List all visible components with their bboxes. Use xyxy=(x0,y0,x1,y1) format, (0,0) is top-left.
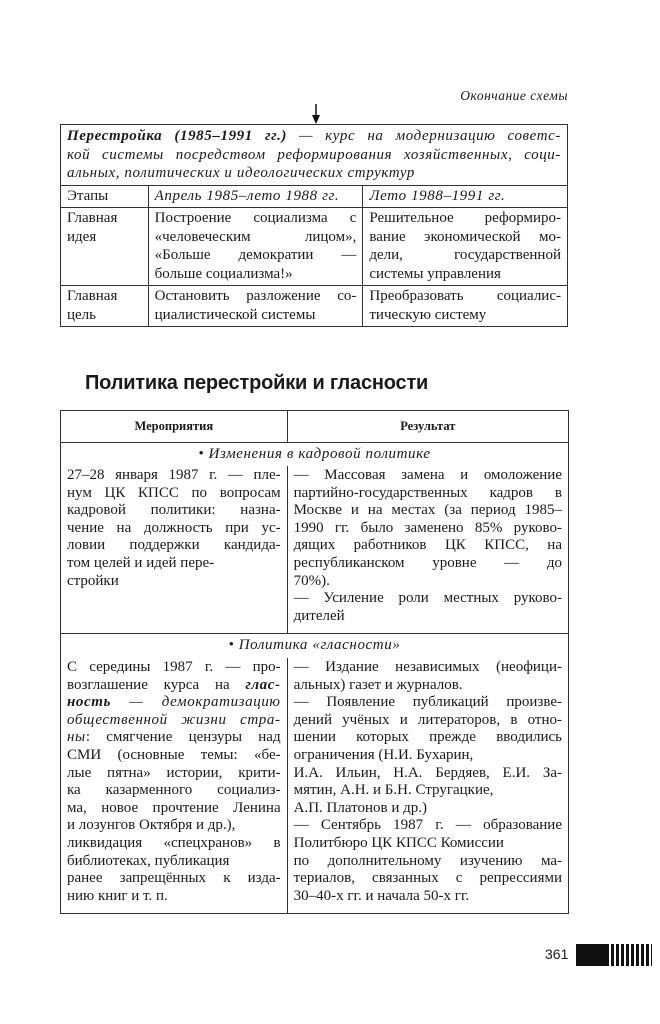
text-line xyxy=(67,800,281,818)
text-line xyxy=(67,747,281,765)
text-run: 1990 гг. было заменено 85% руково- xyxy=(293,519,562,536)
text-line: Главная xyxy=(67,210,118,226)
text-run: — курс на модернизацию советс- xyxy=(287,128,562,144)
text-line xyxy=(67,555,281,573)
text-line: «человеческим лицом», xyxy=(154,228,357,245)
text-run: ранее запрещённых к изда- xyxy=(67,870,281,887)
scheme-caption: Окончание схемы xyxy=(460,88,568,103)
text-run: ловии поддержки кандида- xyxy=(67,537,281,554)
text-line xyxy=(294,888,562,906)
text-run: ность xyxy=(67,694,112,711)
text-run: том целей и идей пере- xyxy=(67,555,215,572)
policy-table xyxy=(60,410,569,914)
text-run: чение на должность при ус- xyxy=(67,519,281,536)
scheme-cell-label xyxy=(61,185,149,208)
text-run: Политбюро ЦК КПСС Комиссии xyxy=(293,834,504,851)
text-line xyxy=(67,485,281,503)
text-run: глас- xyxy=(245,676,281,693)
policy-section-title: • Изменения в кадровой политике xyxy=(61,442,569,466)
text-line xyxy=(67,835,281,853)
text-line: «Больше демократии — xyxy=(154,247,357,263)
page-edge-marker xyxy=(576,944,652,966)
text-line xyxy=(294,817,562,835)
text-run: общественной жизни стра- xyxy=(67,711,281,728)
text-line xyxy=(294,835,562,853)
scheme-cell-c1 xyxy=(148,185,363,208)
scheme-cell-c2 xyxy=(363,185,568,208)
perestroika-scheme-table xyxy=(60,124,568,327)
text-run: библиотеках, публикация xyxy=(67,852,230,869)
text-run: — Появление публикаций произве- xyxy=(293,694,562,711)
text-line xyxy=(67,127,561,146)
text-line xyxy=(294,800,562,818)
down-arrow-icon xyxy=(311,104,321,124)
text-run: — Массовая замена и омоложение xyxy=(293,467,562,484)
text-line xyxy=(294,573,562,591)
text-run: С середины 1987 г. — про- xyxy=(67,659,281,676)
text-run: И.А. Ильин, Н.А. Бердяев, Е.И. За- xyxy=(293,764,562,781)
text-run: ма, новое прочтение Ленина xyxy=(67,799,281,816)
text-line xyxy=(67,765,281,783)
text-line xyxy=(294,590,562,608)
text-run: стройки xyxy=(67,572,119,589)
text-line xyxy=(294,485,562,503)
section-heading: Политика перестройки и гласности xyxy=(85,372,429,394)
column-header-result: Результат xyxy=(287,411,568,443)
text-line xyxy=(67,537,281,555)
text-line: Решительное реформиро- xyxy=(369,210,561,226)
text-line xyxy=(67,712,281,730)
scheme-row xyxy=(61,185,568,208)
text-line xyxy=(294,659,562,677)
text-run: : смягчение цензуры над xyxy=(85,729,281,746)
text-run: ликвидация «спецхранов» в xyxy=(67,834,281,851)
text-line xyxy=(67,694,281,712)
text-line xyxy=(67,659,281,677)
scheme-cell-c2 xyxy=(363,286,568,327)
text-run: 70%). xyxy=(293,572,330,589)
text-line xyxy=(67,677,281,695)
text-line: идея xyxy=(67,228,97,245)
text-run: ны xyxy=(67,729,86,746)
text-line: Лето 1988–1991 гг. xyxy=(369,187,506,204)
text-line: дели, государственной xyxy=(369,247,561,263)
text-line xyxy=(294,467,562,485)
text-line xyxy=(67,888,281,906)
text-run: Москве и на местах (за период 1985– xyxy=(293,502,562,519)
scheme-row xyxy=(61,286,568,327)
text-line: Главная xyxy=(67,288,118,304)
text-run: ограничения (Н.И. Бухарин, xyxy=(293,747,474,763)
text-line xyxy=(294,608,562,626)
text-line xyxy=(294,537,562,555)
text-line: вание экономической мо- xyxy=(369,228,561,245)
scheme-cell-c1 xyxy=(148,208,363,286)
scheme-cell-label xyxy=(61,286,149,327)
policy-cell-right xyxy=(287,658,568,914)
text-run: по дополнительному изучению ма- xyxy=(293,852,562,869)
text-line xyxy=(294,765,562,783)
text-run: мятин, А.Н. и Б.Н. Стругацкие, xyxy=(293,782,494,799)
text-run: ка казарменного социализ- xyxy=(67,782,281,799)
page-number: 361 xyxy=(545,946,569,962)
text-run: 27–28 января 1987 г. — пле- xyxy=(67,467,281,484)
text-run: нум ЦК КПСС по вопросам xyxy=(67,484,281,501)
text-run: дителей xyxy=(293,607,345,624)
policy-section-title: • Политика «гласности» xyxy=(61,634,569,658)
text-run: республиканском уровне — до xyxy=(293,555,562,572)
text-line xyxy=(67,146,561,165)
text-run: — Издание независимых (неофици- xyxy=(293,659,562,676)
text-run: и лозунгов Октября и др.), xyxy=(67,817,236,834)
text-line xyxy=(294,870,562,888)
text-line xyxy=(294,677,562,695)
perestroika-definition xyxy=(61,125,568,186)
text-line: системы управления xyxy=(369,265,501,282)
text-line xyxy=(67,164,561,183)
text-line xyxy=(294,502,562,520)
text-line: больше социализма!» xyxy=(154,265,293,282)
text-line: тическую систему xyxy=(369,306,487,323)
text-line: Преобразовать социалис- xyxy=(369,288,561,304)
column-header-measures: Мероприятия xyxy=(61,411,288,443)
text-line: Этапы xyxy=(67,187,109,204)
policy-row xyxy=(61,466,569,634)
text-run: дений учёных и литераторов, в отно- xyxy=(293,711,562,728)
text-run: А.П. Платонов и др.) xyxy=(293,799,427,816)
text-line xyxy=(294,520,562,538)
scheme-cell-c2 xyxy=(363,208,568,286)
text-line xyxy=(294,782,562,800)
text-run: партийно-государственных кадров в xyxy=(293,484,562,501)
text-run: шении которых прежде вводились xyxy=(293,729,562,746)
text-line xyxy=(294,712,562,730)
text-run: нию книг и т. п. xyxy=(67,887,168,904)
text-run: кой системы посредством реформирования хозяйственных, соци- xyxy=(67,146,561,163)
text-line: Остановить разложение со- xyxy=(154,288,357,304)
text-run: — демократизацию xyxy=(111,694,281,711)
text-run: лые пятна» истории, крити- xyxy=(67,764,281,781)
text-line: Апрель 1985–лето 1988 гг. xyxy=(154,187,340,204)
text-line xyxy=(67,520,281,538)
text-line xyxy=(67,782,281,800)
text-line xyxy=(67,817,281,835)
text-run: кадровой политики: назна- xyxy=(67,502,281,519)
text-run: СМИ (основные темы: «бе- xyxy=(67,747,281,763)
text-run: 30–40-х гг. и начала 50-х гг. xyxy=(293,887,470,904)
text-line xyxy=(294,853,562,871)
policy-cell-left xyxy=(61,466,288,634)
text-line xyxy=(294,555,562,573)
text-line xyxy=(294,729,562,747)
scheme-cell-c1 xyxy=(148,286,363,327)
scheme-cell-label xyxy=(61,208,149,286)
text-line: циалистической системы xyxy=(154,306,316,323)
text-line xyxy=(67,729,281,747)
policy-row xyxy=(61,658,569,914)
text-run: териалов, связанных с репрессиями xyxy=(293,870,562,887)
policy-cell-left xyxy=(61,658,288,914)
text-line xyxy=(67,467,281,485)
text-line xyxy=(294,747,562,765)
text-line: Построение социализма с xyxy=(154,210,357,226)
text-line: цель xyxy=(67,306,97,323)
text-line xyxy=(67,870,281,888)
text-line xyxy=(67,853,281,871)
text-line xyxy=(294,694,562,712)
text-line xyxy=(67,573,281,591)
text-run: Перестройка (1985–1991 гг.) xyxy=(67,128,288,144)
text-run: возглашение курса на xyxy=(67,676,246,693)
text-line xyxy=(67,502,281,520)
scheme-row xyxy=(61,208,568,286)
text-run: дящих работников ЦК КПСС, на xyxy=(293,537,562,554)
text-run: — Сентябрь 1987 г. — образование xyxy=(293,817,562,834)
text-run: — Усиление роли местных руково- xyxy=(293,590,562,607)
text-run: альных, политических и идеологических структур xyxy=(67,165,415,181)
text-run: альных) газет и журналов. xyxy=(293,676,463,693)
policy-cell-right xyxy=(287,466,568,634)
